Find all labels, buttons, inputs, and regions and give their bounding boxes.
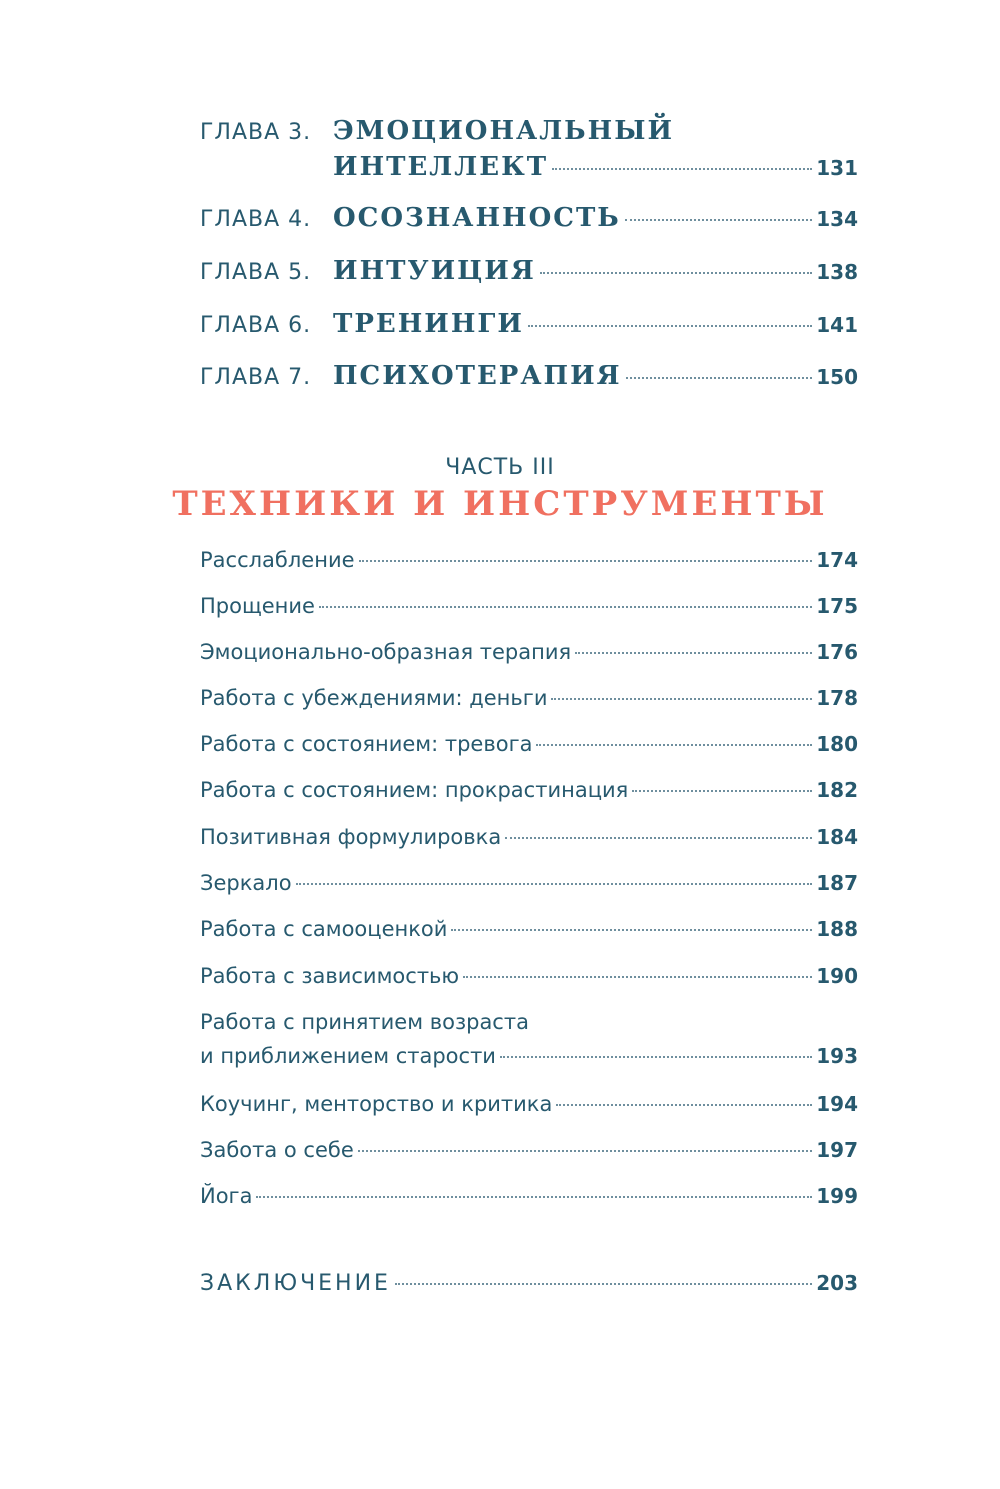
- page-number: 180: [816, 732, 858, 756]
- page-number: 203: [816, 1271, 858, 1295]
- leader-dots: [463, 976, 812, 978]
- leader-dots: [536, 744, 812, 746]
- item-title: Работа с самооценкой: [200, 917, 448, 941]
- leader-dots: [505, 837, 812, 839]
- item-title: Работа с принятием возраста: [200, 1010, 529, 1034]
- item-title: Работа с состоянием: прокрастинация: [200, 778, 629, 802]
- toc-item[interactable]: [200, 732, 858, 756]
- chapter-label: ГЛАВА 7.: [200, 365, 312, 390]
- item-title: Йога: [200, 1184, 253, 1208]
- leader-dots: [551, 698, 812, 700]
- leader-dots: [575, 652, 812, 654]
- leader-dots: [451, 929, 812, 931]
- leader-dots: [632, 790, 812, 792]
- part-title: ТЕХНИКИ И ИНСТРУМЕНТЫ: [172, 484, 828, 524]
- page-number: 175: [816, 594, 858, 618]
- leader-dots: [552, 168, 812, 170]
- chapter-label: ГЛАВА 5.: [200, 260, 312, 285]
- chapter-label: ГЛАВА 4.: [200, 207, 312, 232]
- leader-dots: [556, 1104, 812, 1106]
- item-title: Позитивная формулировка: [200, 825, 502, 849]
- leader-dots: [256, 1196, 812, 1198]
- leader-dots: [625, 219, 812, 221]
- item-title: Работа с зависимостью: [200, 964, 460, 988]
- page-number: 193: [816, 1044, 858, 1068]
- item-title: Работа с убеждениями: деньги: [200, 686, 548, 710]
- leader-dots: [500, 1056, 812, 1058]
- item-title: Забота о себе: [200, 1138, 354, 1162]
- toc-item[interactable]: [200, 1010, 858, 1068]
- leader-dots: [319, 606, 812, 608]
- toc-item[interactable]: [200, 1184, 858, 1208]
- toc-item[interactable]: [200, 825, 858, 849]
- toc-item[interactable]: [200, 594, 858, 618]
- page-number: 184: [816, 825, 858, 849]
- toc-closing[interactable]: [200, 1271, 858, 1296]
- toc-item[interactable]: [200, 917, 858, 941]
- toc-item[interactable]: [200, 964, 858, 988]
- leader-dots: [359, 560, 813, 562]
- toc-item[interactable]: [200, 1138, 858, 1162]
- toc-item[interactable]: [200, 548, 858, 572]
- toc-item[interactable]: [200, 640, 858, 664]
- page-number: 190: [816, 964, 858, 988]
- page-number: 174: [816, 548, 858, 572]
- leader-dots: [358, 1150, 812, 1152]
- toc-item[interactable]: [200, 778, 858, 802]
- chapter-title: ПСИХОТЕРАПИЯ: [333, 361, 622, 391]
- page-number: 138: [816, 260, 858, 284]
- toc-item[interactable]: [200, 1092, 858, 1116]
- chapter-title: ОСОЗНАННОСТЬ: [333, 203, 621, 233]
- leader-dots: [540, 272, 812, 274]
- item-title: Расслабление: [200, 548, 355, 572]
- toc-chapter-7[interactable]: [200, 361, 858, 391]
- leader-dots: [296, 883, 813, 885]
- item-title-cont: и приближением старости: [200, 1044, 496, 1068]
- chapter-title-cont: ИНТЕЛЛЕКТ: [333, 152, 549, 182]
- toc-chapter-5[interactable]: [200, 256, 858, 286]
- leader-dots: [528, 325, 812, 327]
- item-title: Прощение: [200, 594, 315, 618]
- toc-item[interactable]: [200, 686, 858, 710]
- toc-chapter-4[interactable]: [200, 203, 858, 233]
- page-number: 176: [816, 640, 858, 664]
- closing-title: ЗАКЛЮЧЕНИЕ: [200, 1271, 391, 1296]
- toc-item[interactable]: [200, 871, 858, 895]
- leader-dots: [626, 377, 813, 379]
- part-label: ЧАСТЬ III: [445, 455, 555, 480]
- chapter-title: ТРЕНИНГИ: [333, 309, 524, 339]
- item-title: Эмоционально-образная терапия: [200, 640, 572, 664]
- page-number: 131: [816, 156, 858, 180]
- page-number: 199: [816, 1184, 858, 1208]
- item-title: Коучинг, менторство и критика: [200, 1092, 553, 1116]
- page-number: 188: [816, 917, 858, 941]
- page-number: 134: [816, 207, 858, 231]
- page-number: 182: [816, 778, 858, 802]
- page-number: 150: [816, 365, 858, 389]
- chapter-label: ГЛАВА 3.: [200, 120, 312, 145]
- chapter-title: ИНТУИЦИЯ: [333, 256, 536, 286]
- toc-chapter-3[interactable]: [200, 116, 858, 182]
- page-number: 178: [816, 686, 858, 710]
- leader-dots: [395, 1283, 812, 1285]
- toc-chapter-6[interactable]: [200, 309, 858, 339]
- page-number: 197: [816, 1138, 858, 1162]
- chapter-label: ГЛАВА 6.: [200, 313, 312, 338]
- item-title: Работа с состоянием: тревога: [200, 732, 533, 756]
- chapter-title: ЭМОЦИОНАЛЬНЫЙ: [333, 116, 675, 146]
- page-number: 187: [816, 871, 858, 895]
- page-number: 141: [816, 313, 858, 337]
- page-number: 194: [816, 1092, 858, 1116]
- item-title: Зеркало: [200, 871, 292, 895]
